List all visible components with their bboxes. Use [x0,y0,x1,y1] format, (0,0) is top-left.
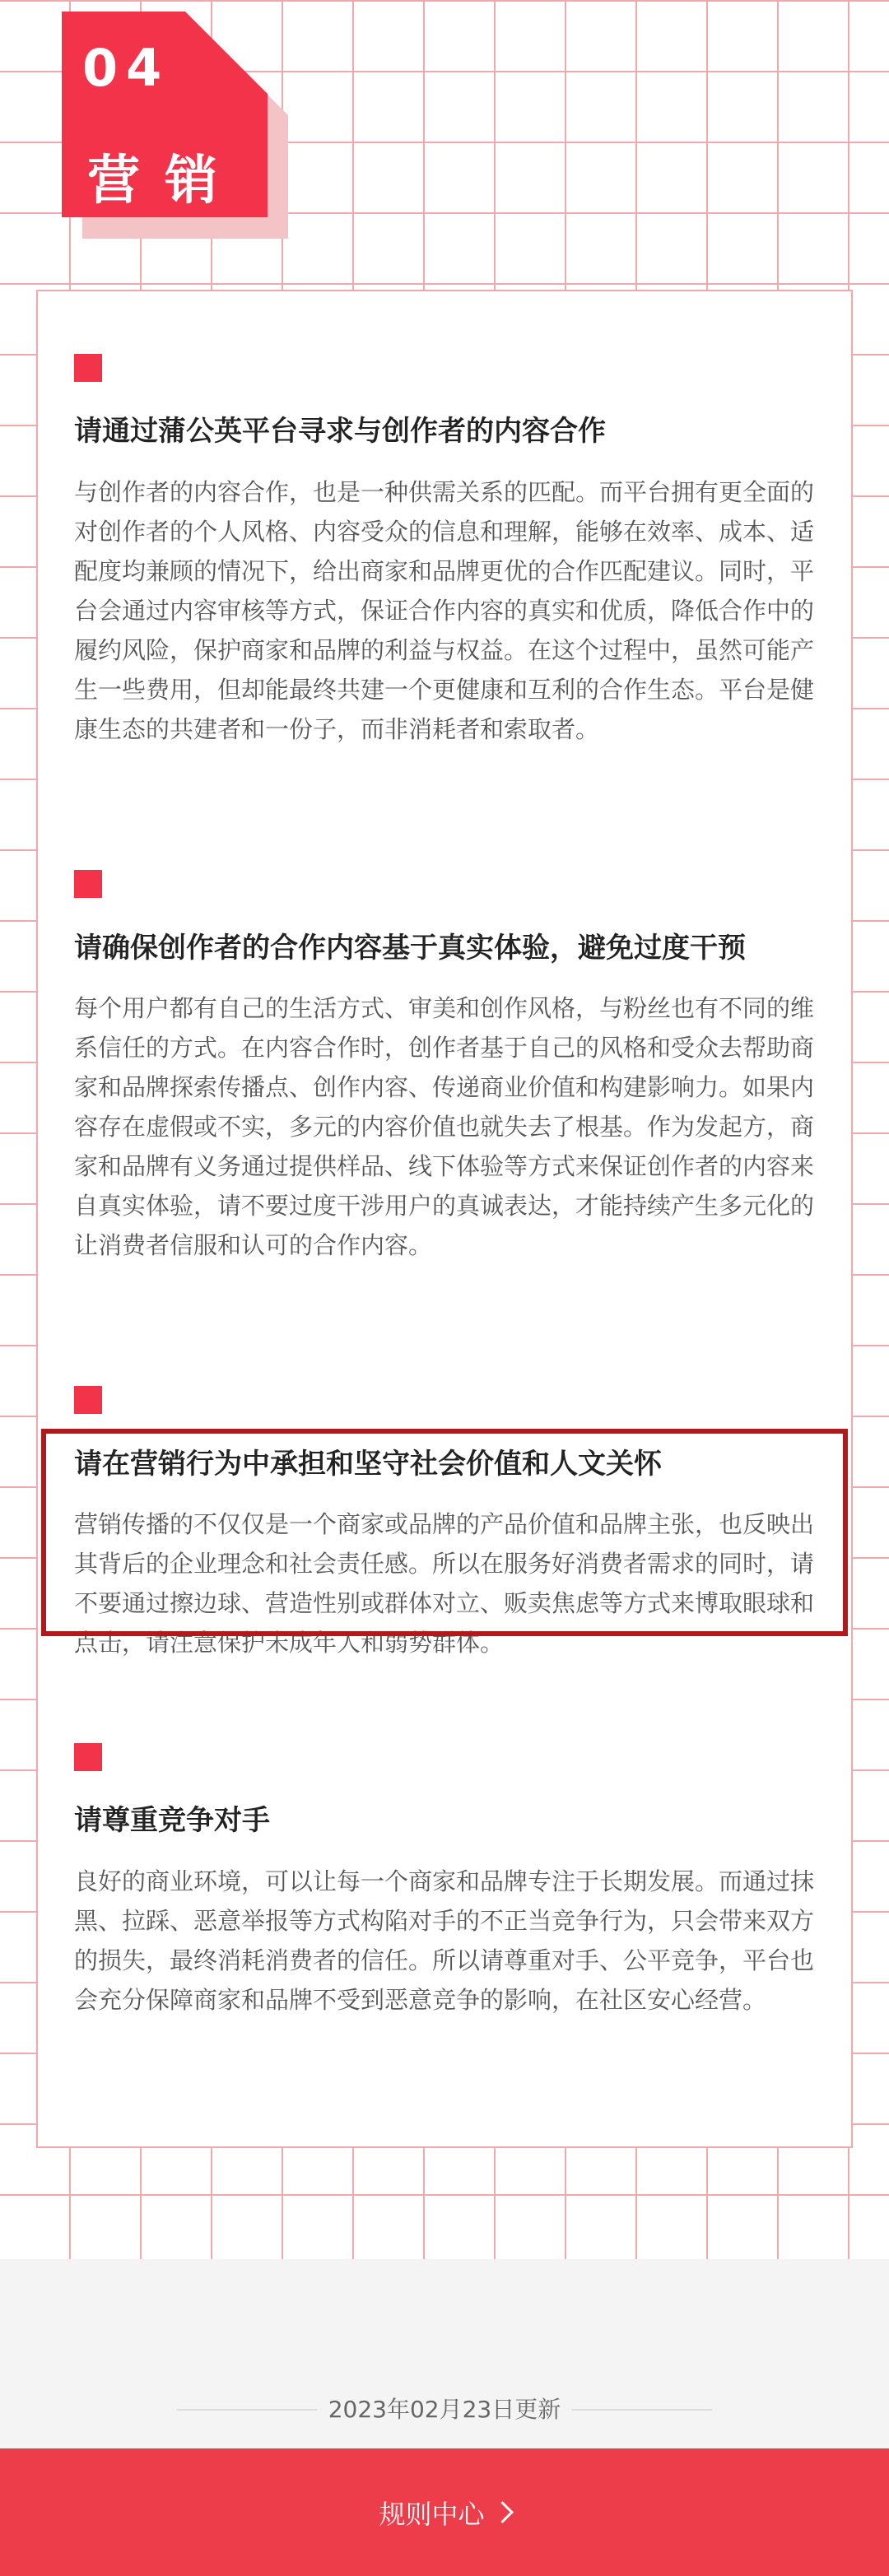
rules-center-link[interactable] [0,2448,889,2576]
rule-title: 请尊重竞争对手 [74,1804,270,1837]
rule-title: 请通过蒲公英平台寻求与创作者的内容合作 [74,415,606,448]
red-square-icon [74,1386,102,1414]
rule-title: 请在营销行为中承担和坚守社会价值和人文关怀 [74,1448,662,1481]
red-square-icon [74,1743,102,1771]
chevron-right-icon [491,2501,514,2523]
rule-body: 营销传播的不仅仅是一个商家或品牌的产品价值和品牌主张，也反映出其背后的企业理念和社会责任感。所以在服务好消费者需求的同时，请不要通过擦边球、营造性别或群体对立、贩卖焦虑等方式来博取眼球和点击，请注意保护未成年人和弱势群体。 [74,1510,815,1657]
red-square-icon [74,354,102,382]
content-card [36,290,853,2148]
section-number: 04 [82,38,170,98]
rule-body: 每个用户都有自己的生活方式、审美和创作风格，与粉丝也有不同的维系信任的方式。在内容合作时，创作者基于自己的风格和受众去帮助商家和品牌探索传播点、创作内容、传递商业价值和构建影响力。如果内容存在虚假或不实，多元的内容价值也就失去了根基。作为发起方，商家和品牌有义务通过提供样品、线下体验等方式来保证创作者的内容来自真实体验，请不要过度干涉用户的真诚表达，才能持续产生多元化的让消费者信服和认可的合作内容。 [74,994,815,1259]
rule-body: 与创作者的内容合作，也是一种供需关系的匹配。而平台拥有更全面的对创作者的个人风格、内容受众的信息和理解，能够在效率、成本、适配度均兼顾的情况下，给出商家和品牌更优的合作匹配建议。同时，平台会通过内容审核等方式，保证合作内容的真实和优质，降低合作中的履约风险，保护商家和品牌的利益与权益。在这个过程中，虽然可能产生一些费用，但却能最终共建一个更健康和互利的合作生态。平台是健康生态的共建者和一份子，而非消耗者和索取者。 [74,478,815,743]
update-date: 2023年02月23日更新 [328,2396,561,2423]
rule-title: 请确保创作者的合作内容基于真实体验，避免过度干预 [74,932,746,965]
rule-body: 良好的商业环境，可以让每一个商家和品牌专注于长期发展。而通过抹黑、拉踩、恶意举报等方式构陷对手的不正当竞争行为，只会带来双方的损失，最终消耗消费者的信任。所以请尊重对手、公平竞争，平台也会充分保障商家和品牌不受到恶意竞争的影响，在社区安心经营。 [74,1867,815,2014]
rules-center-label: 规则中心 [379,2498,485,2530]
section-title: 营销 [87,151,242,212]
red-square-icon [74,870,102,898]
highlight-box [41,1429,848,1636]
